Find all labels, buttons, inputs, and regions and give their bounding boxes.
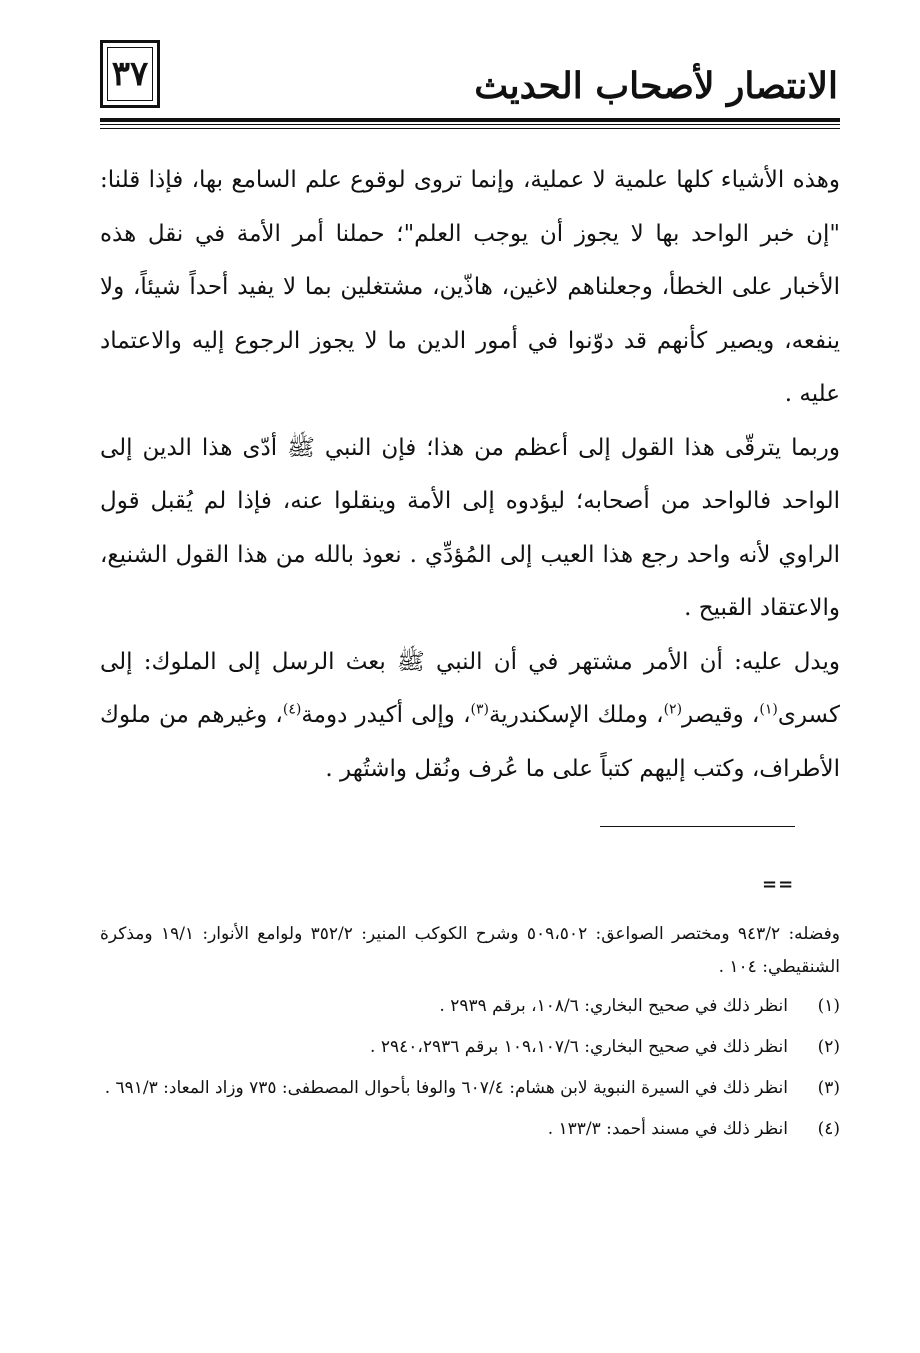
- footnote-ref: (٤): [282, 701, 302, 718]
- footnote-number: (٣): [817, 1078, 840, 1098]
- header-rule: [100, 118, 840, 129]
- paragraph-text: ويدل عليه: أن الأمر مشتهر في أن النبي ﷺ بعث الرسل إلى الملوك: إلى كسرى: [100, 648, 840, 728]
- page-number-box: [100, 40, 160, 108]
- footnote-text: انظر ذلك في صحيح البخاري: ١٠٩،١٠٧/٦ برقم ٢٩٤٠،٢٩٣٦ .: [370, 1037, 788, 1057]
- paragraph: وربما يترقّى هذا القول إلى أعظم من هذا؛ فإن النبي ﷺ أدّى هذا الدين إلى الواحد فالواحد من أصحابه؛ ليؤدوه إلى الأمة وينقلوا عنه، فإذا لم يُقبل قول الراوي لأنه واحد رجع هذا العيب إلى المُؤدِّي . نعوذ بالله من هذا القول الشنيع، والاعتقاد القبيح .: [100, 434, 840, 621]
- continuation-mark: ==: [762, 874, 795, 895]
- paragraph: [100, 636, 840, 797]
- footnote-item: [100, 990, 840, 1023]
- footnote-number: (٤): [817, 1119, 840, 1139]
- footnote-item: [100, 1113, 840, 1146]
- main-text: [100, 154, 840, 796]
- paragraph-text: ، وإلى أكيدر دومة: [301, 702, 471, 728]
- paragraph: وهذه الأشياء كلها علمية لا عملية، وإنما تروى لوقوع علم السامع بها، فإذا قلنا: "إن خبر الواحد بها لا يجوز أن يوجب العلم"؛ حملنا أمر الأمة في نقل هذه الأخبار على الخطأ، وجعلناهم لاغين، هاذّين، مشتغلين بما لا يفيد أحداً شيئاً، ولا ينفعه، ويصير كأنهم قد دوّنوا في أمور الدين ما لا يجوز الرجوع إليه والاعتماد عليه .: [100, 167, 840, 407]
- footnote-continuation: وفضله: ٩٤٣/٢ ومختصر الصواعق: ٥٠٩،٥٠٢ وشرح الكوكب المنير: ٣٥٢/٢ ولوامع الأنوار: ١٩/١ ومذكرة الشنقيطي: ١٠٤ .: [100, 924, 840, 977]
- paragraph-text: ، وملك الإسكندرية: [488, 702, 664, 728]
- footnote-item: [100, 1072, 840, 1105]
- footnote-ref: (٢): [663, 701, 683, 718]
- footnote-number: (٢): [817, 1037, 840, 1057]
- footnote-ref: (٣): [470, 701, 489, 718]
- footnote-text: انظر ذلك في صحيح البخاري: ١٠٨/٦، برقم ٢٩٣٩ .: [439, 996, 788, 1016]
- footnote-number: (١): [817, 996, 840, 1016]
- footnotes: [100, 918, 840, 1154]
- paragraph-text: ، وقيصر: [682, 702, 760, 728]
- footnote-text: انظر ذلك في مسند أحمد: ١٣٣/٣ .: [547, 1119, 788, 1139]
- footnote-separator: [600, 826, 795, 827]
- footnote-text: انظر ذلك في السيرة النبوية لابن هشام: ٦٠٧/٤ والوفا بأحوال المصطفى: ٧٣٥ وزاد المعاد: ٦٩١/٣ .: [104, 1078, 788, 1098]
- footnote-ref: (١): [759, 701, 778, 718]
- paragraph-text: ، وغيرهم من ملوك الأطراف، وكتب إليهم كتباً على ما عُرف ونُقل واشتُهر .: [100, 702, 840, 782]
- page-number: ٣٧: [111, 54, 149, 94]
- running-title: الانتصار لأصحاب الحديث: [474, 65, 838, 107]
- footnote-item: [100, 1031, 840, 1064]
